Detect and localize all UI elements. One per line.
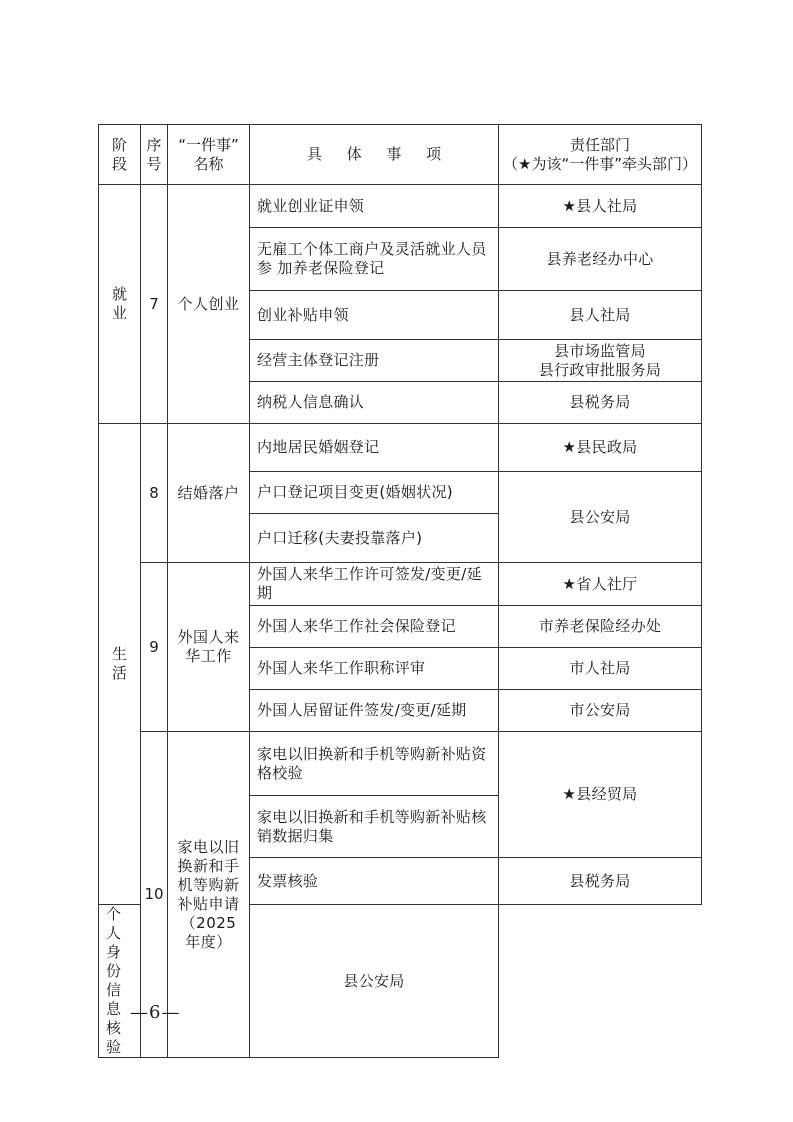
header-items: 具 体 事 项 xyxy=(250,125,499,185)
dept-cell: ★县民政局 xyxy=(499,424,702,472)
item-cell: 家电以旧换新和手机等购新补贴资格校验 xyxy=(250,732,499,796)
seq-cell: 8 xyxy=(141,424,168,563)
header-seq: 序 号 xyxy=(141,125,168,185)
item-cell: 外国人来华工作许可签发/变更/延期 xyxy=(250,563,499,606)
dept-cell: ★省人社厅 xyxy=(499,563,702,606)
stage-employment: 就 业 xyxy=(99,185,141,424)
matter-name: 个人创业 xyxy=(168,185,250,424)
header-dept: 责任部门 （★为该“一件事”牵头部门） xyxy=(499,125,702,185)
matter-name: 结婚落户 xyxy=(168,424,250,563)
header-name: “一件事” 名称 xyxy=(168,125,250,185)
seq-cell: 9 xyxy=(141,563,168,732)
dept-cell: 县养老经办中心 xyxy=(499,228,702,291)
dept-cell: ★县人社局 xyxy=(499,185,702,228)
seq-cell: 7 xyxy=(141,185,168,424)
table-row xyxy=(99,424,702,472)
matter-name: 家电以旧 换新和手 机等购新 补贴申请 （2025 年度） xyxy=(168,732,250,1058)
dept-cell: 县税务局 xyxy=(499,858,702,905)
header-row xyxy=(99,125,702,185)
table-row xyxy=(99,185,702,228)
item-cell: 无雇工个体工商户及灵活就业人员参 加养老保险登记 xyxy=(250,228,499,291)
matters-table xyxy=(98,124,702,1058)
item-cell: 创业补贴申领 xyxy=(250,291,499,340)
item-cell: 内地居民婚姻登记 xyxy=(250,424,499,472)
item-cell: 外国人居留证件签发/变更/延期 xyxy=(250,690,499,732)
item-cell: 家电以旧换新和手机等购新补贴核销数据归集 xyxy=(250,796,499,858)
item-cell: 就业创业证申领 xyxy=(250,185,499,228)
item-cell: 户口登记项目变更(婚姻状况) xyxy=(250,472,499,514)
table-row xyxy=(99,563,702,606)
item-cell: 纳税人信息确认 xyxy=(250,382,499,424)
stage-life: 生 活 xyxy=(99,424,141,905)
dept-cell: 市人社局 xyxy=(499,648,702,690)
header-stage: 阶 段 xyxy=(99,125,141,185)
dept-cell: 县人社局 xyxy=(499,291,702,340)
dept-cell: 县公安局 xyxy=(499,472,702,563)
item-cell: 户口迁移(夫妻投靠落户) xyxy=(250,514,499,563)
item-cell: 外国人来华工作社会保险登记 xyxy=(250,606,499,648)
item-cell: 经营主体登记注册 xyxy=(250,340,499,382)
dept-cell: 县市场监管局 县行政审批服务局 xyxy=(499,340,702,382)
table-row xyxy=(99,732,702,796)
matter-name: 外国人来 华工作 xyxy=(168,563,250,732)
dept-cell: 市养老保险经办处 xyxy=(499,606,702,648)
dept-cell: 县税务局 xyxy=(499,382,702,424)
dept-cell: 县公安局 xyxy=(250,905,499,1058)
dept-cell: 市公安局 xyxy=(499,690,702,732)
seq-cell: 10 xyxy=(141,732,168,1058)
item-cell: 发票核验 xyxy=(250,858,499,905)
dept-cell: ★县经贸局 xyxy=(499,732,702,858)
item-cell: 外国人来华工作职称评审 xyxy=(250,648,499,690)
page-number: —6— xyxy=(130,1002,181,1023)
item-cell: 个人身份信息核验 xyxy=(99,905,141,1058)
